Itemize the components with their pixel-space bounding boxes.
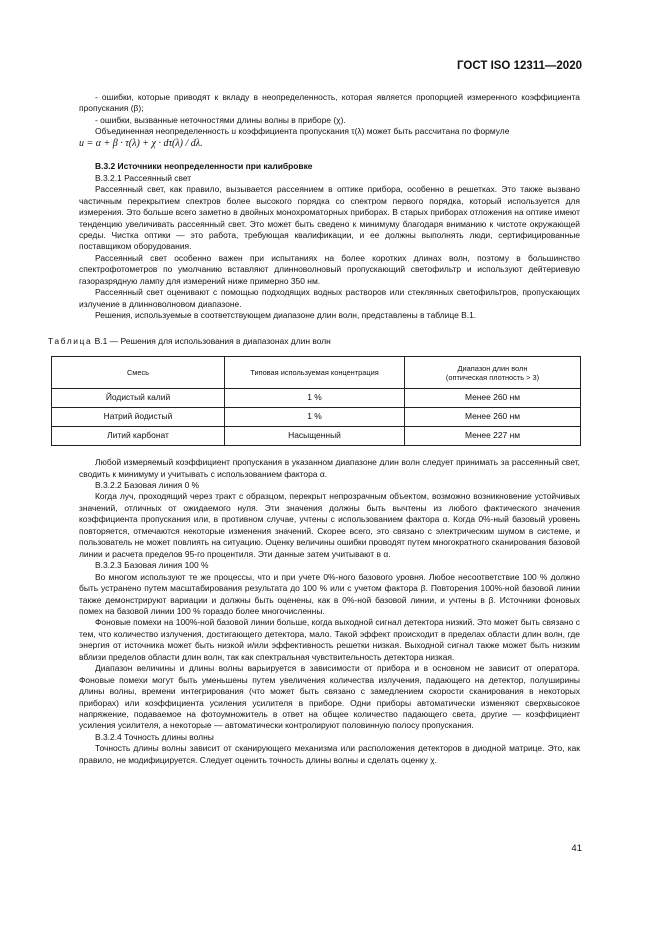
table-cell: Йодистый калий: [52, 389, 225, 408]
col-header-wavelength-range-text: Диапазон длин волн (оптическая плотность > 3): [445, 363, 540, 382]
paragraph: Когда луч, проходящий через тракт с образцом, перекрыт непрозрачным объектом, возможно возникновение устойчивых значений, отличных от ожидаемого нуля. Эти значения должны быть вычтены из любого фактического значения коэффициента пропускания или, в противном случае, учтены с использованием фактора α. Когда 0%-ный базовый уровень повторяется, отмечаются некоторые изменения значений. Скорее всего, это связано с электрическим шумом в системе, и пользователь не может повлиять на ситуацию. Оценку величины ошибки проводят путем многократного сканирования базовой линии и расчета пределов 95-го процентиля. Эти данные затем учитывают в α.: [79, 491, 580, 559]
document-header: ГОСТ ISO 12311—2020: [457, 60, 582, 72]
table-cell: 1 %: [225, 389, 405, 408]
table-cell: Менее 227 нм: [405, 427, 581, 446]
table-row: [52, 408, 581, 427]
subsection-baseline-100-heading: В.3.2.3 Базовая линия 100 %: [95, 560, 209, 571]
paragraph: Во многом используют те же процессы, что и при учете 0%-ного базового уровня. Любое несоответствие 100 % должно быть устранено путем масштабирования результата до 100 % или с учетом фактора β. Повторения 100%-ной базовой линии также демонстрируют вариации и должны быть оценены, как в 0%-ной базовой линии, и учтены в β. Источники фоновых помех на базовой линии 100 % гораздо более многочисленны.: [79, 571, 580, 616]
table-cell: Литий карбонат: [52, 427, 225, 446]
paragraph: Рассеянный свет оценивают с помощью подходящих водных растворов или стеклянных светофильтров, пропускающих излучение в длинноволновом диапазоне.: [79, 287, 580, 309]
table-cell: Натрий йодистый: [52, 408, 225, 427]
uncertainty-formula: u = α + β · τ(λ) + χ · dτ(λ) / dλ.: [79, 137, 203, 149]
table-cell: Менее 260 нм: [405, 389, 581, 408]
paragraph: Точность длины волны зависит от сканирующего механизма или расположения детекторов в диодной матрице. Это, как правило, не модифицируется. Следует оценить точность длины волны и сделать оценку χ.: [79, 743, 580, 765]
solutions-table: [51, 356, 581, 446]
bullet-beta: - ошибки, которые приводят к вкладу в неопределенность, которая является пропорцией измеренного коэффициента пропускания (β);: [79, 92, 580, 114]
subsection-wavelength-accuracy-heading: В.3.2.4 Точность длины волны: [95, 731, 214, 742]
table-row: [52, 389, 581, 408]
table-header-row: [52, 357, 581, 389]
section-title: В.3.2 Источники неопределенности при калибровке: [95, 161, 313, 172]
col-header-wavelength-range: [405, 357, 581, 389]
subsection-baseline-0-heading: В.3.2.2 Базовая линия 0 %: [95, 479, 200, 490]
paragraph: Любой измеряемый коэффициент пропускания в указанном диапазоне длин волн следует принимать за рассеянный свет, сводить к минимуму и учитывать с использованием фактора α.: [79, 457, 580, 479]
col-header-mixture: Смесь: [52, 357, 225, 389]
combined-uncertainty-text: Объединенная неопределенность u коэффициента пропускания τ(λ) может быть рассчитана по формуле: [95, 126, 510, 137]
table-row: [52, 427, 581, 446]
bullet-chi: - ошибки, вызванные неточностями длины волны в приборе (χ).: [95, 114, 346, 125]
table-cell: Насыщенный: [225, 427, 405, 446]
paragraph: Рассеянный свет особенно важен при испытаниях на более коротких длинах волн, поэтому в большинство спектрофотометров по умолчанию вставляют длинноволновый пропускающий светофильтр и используют дейтериевую газоразрядную лампу для измерений ниже примерно 350 нм.: [79, 252, 580, 286]
paragraph: Фоновые помехи на 100%-ной базовой линии больше, когда выходной сигнал детектора низкий. Это может быть связано с тем, что количество излучения, достигающего детектора, мало. Такой эффект происходит в пределах области длин волн, где энергия от источника может быть низкой и/или эффективность решетки низкая. Выходной сигнал также может быть низким вблизи пределов области длин волн, так как спектральная чувствительность детектора низкая.: [79, 617, 580, 662]
paragraph: Рассеянный свет, как правило, вызывается рассеянием в оптике прибора, особенно в решетках. Это также вызвано частичным перекрытием спектров более высокого порядка со спектром первого порядка, который используется для измерения. Это больше всего заметно в двойных монохроматорных приборах. В старых приборах отложения на оптике имеют тенденцию увеличивать рассеянный свет. Это может быть сведено к минимуму благодаря вниманию к чистоте окружающей среды. Чистка оптики — это работа, требующая квалификации, и ее должны выполнять люди, сертифицированные поставщиком оборудования.: [79, 184, 580, 252]
table-caption-prefix: Таблица: [48, 335, 93, 346]
subsection-stray-light-heading: В.3.2.1 Рассеянный свет: [95, 172, 192, 183]
col-header-concentration: Типовая используемая концентрация: [225, 357, 405, 389]
paragraph: Решения, используемые в соответствующем диапазоне длин волн, представлены в таблице В.1.: [95, 310, 477, 321]
page-body: [48, 92, 580, 766]
paragraph: Диапазон величины и длины волны варьируется в зависимости от прибора и в основном не зависит от оператора. Фоновые помехи могут быть уменьшены путем увеличения количества излучения, падающего на детектор, полуширины длины волны, времени интегрирования (что может быть связано с замедлением скорости сканирования в некоторых приборах) или коэффициента усиления усилителя в приборе. Одни приборы автоматически изменяют сверхвысокое напряжение, подаваемое на фотоумножитель в ответ на общее количество падающего света, другие — коэффициент усиления усилителя, а некоторые — автоматически контролируют половинную полосу пропускания.: [79, 663, 580, 731]
table-cell: 1 %: [225, 408, 405, 427]
table-caption: [48, 336, 580, 347]
page-number: 41: [571, 843, 582, 854]
table-caption-text: В.1 — Решения для использования в диапазонах длин волн: [94, 335, 331, 346]
table-cell: Менее 260 нм: [405, 408, 581, 427]
